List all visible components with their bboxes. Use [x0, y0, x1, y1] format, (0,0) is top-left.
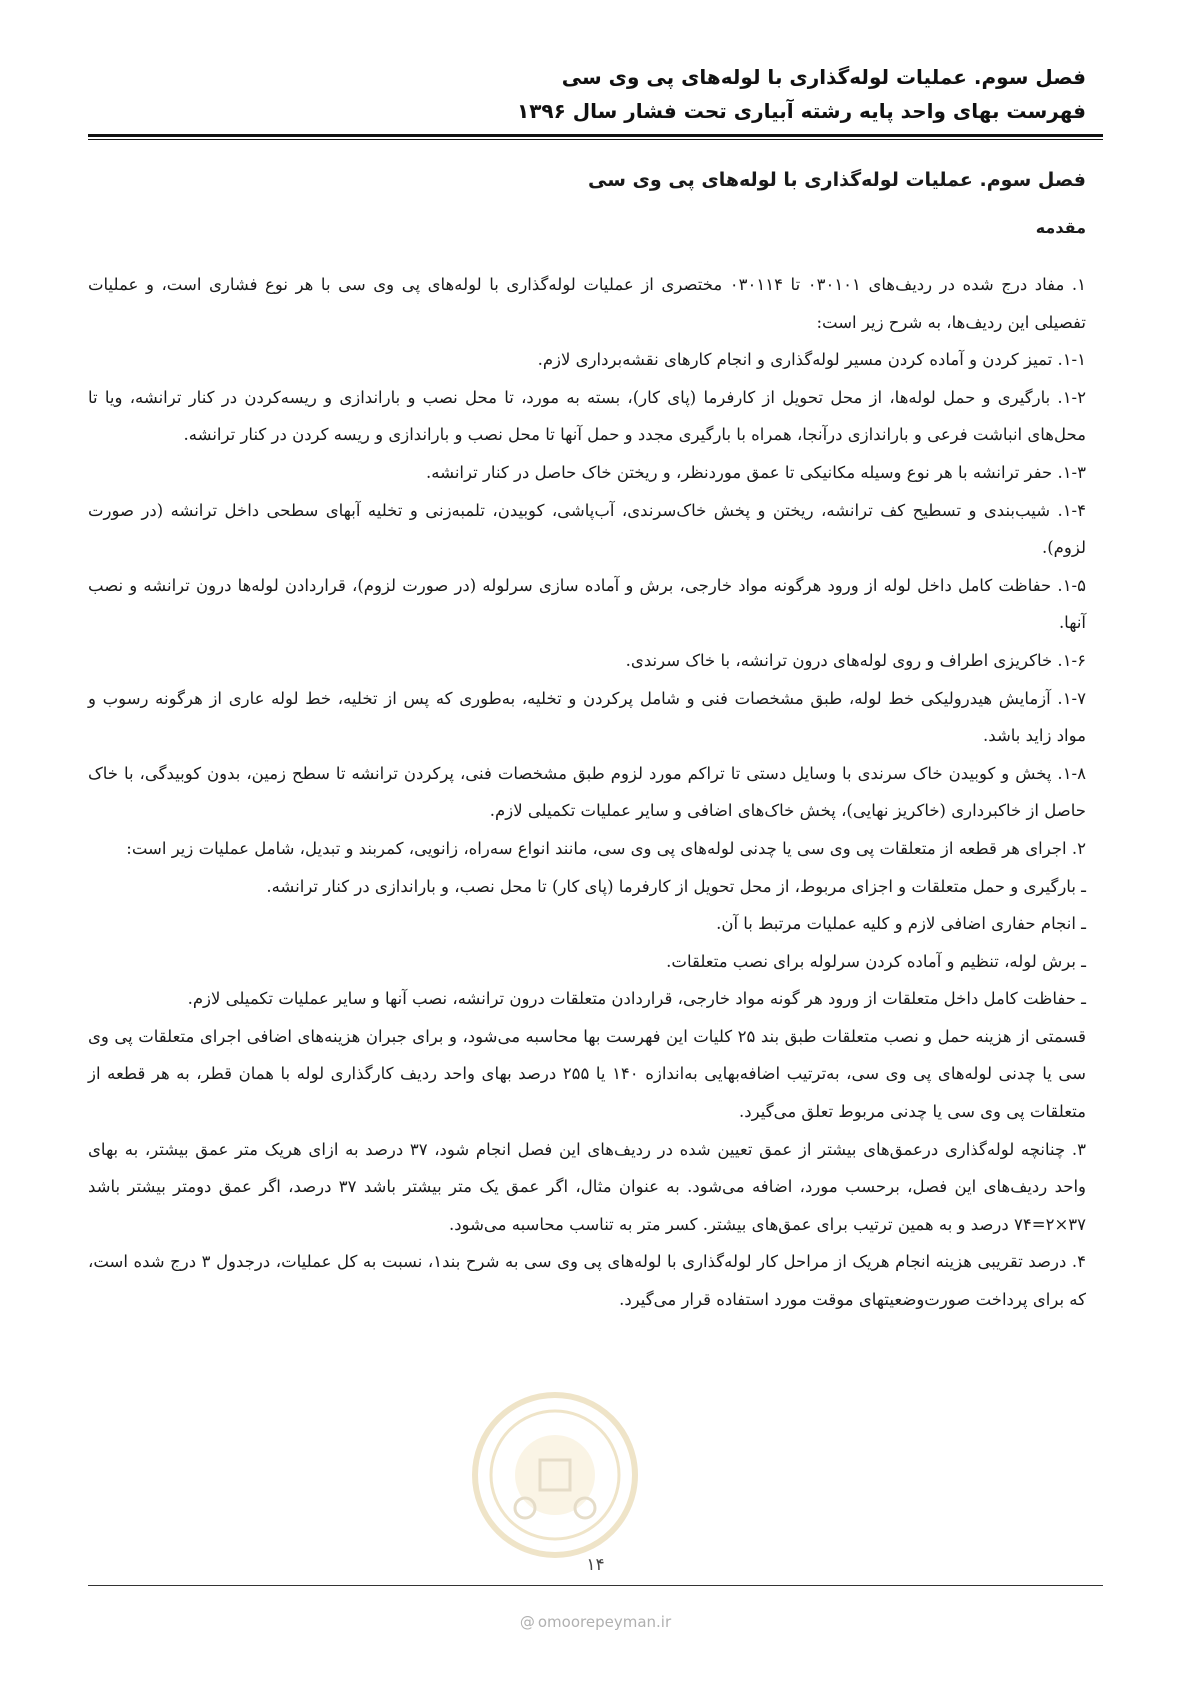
paragraph-1-3: ۱-۳. حفر ترانشه با هر نوع وسیله مکانیکی تا عمق موردنظر، و ریختن خاک حاصل در کنار ترانشه.: [426, 462, 1086, 482]
watermark-url-text: omoorepeyman.ir: [537, 1613, 672, 1631]
bullet-item: ـ برش لوله، تنظیم و آماده کردن سرلوله برای نصب متعلقات.: [666, 951, 1086, 971]
bullet-item: ـ انجام حفاری اضافی لازم و کلیه عملیات مرتبط با آن.: [716, 914, 1086, 934]
page-header: [88, 60, 1086, 128]
paragraph-1-7: ۱-۷. آزمایش هیدرولیکی خط لوله، طبق مشخصات فنی و شامل پرکردن و تخلیه، به‌طوری که پس از تخلیه، خط لوله عاری از هرگونه رسوب و مواد زاید باشد.: [88, 688, 1086, 746]
paragraph-2: ۲. اجرای هر قطعه از متعلقات پی وی سی یا چدنی لوله‌های پی وی سی، مانند انواع سه‌راه، زانویی، کمربند و تبدیل، شامل عملیات زیر است:: [126, 838, 1086, 858]
header-divider: [88, 134, 1103, 137]
header-divider-thin: [88, 139, 1103, 140]
paragraph-fittings-cost: قسمتی از هزینه حمل و نصب متعلقات طبق بند ۲۵ کلیات این فهرست بها محاسبه می‌شود، و برای جبران هزینه‌های اضافی اجرای متعلقات پی وی سی یا چدنی لوله‌های پی وی سی، به‌ترتیب اضافه‌بهایی به‌اندازه ۱۴۰ یا ۲۵۵ درصد بهای واحد ردیف کارگذاری لوله با همان قطر، به هر قطعه از متعلقات پی وی سی یا چدنی مربوط تعلق می‌گیرد.: [88, 1026, 1087, 1122]
footer-divider: [88, 1585, 1103, 1586]
page-content: [88, 162, 1086, 1319]
at-icon: @: [519, 1613, 535, 1631]
paragraph-1: ۱. مفاد درج شده در ردیف‌های ۰۳۰۱۰۱ تا ۰۳۰۱۱۴ مختصری از عملیات لوله‌گذاری با لوله‌های پی وی سی با هر نوع فشاری است، و عملیات تفصیلی این ردیف‌ها، به شرح زیر است:: [88, 275, 1087, 332]
paragraph-4: ۴. درصد تقریبی هزینه انجام هریک از مراحل کار لوله‌گذاری با لوله‌های پی وی سی به شرح بند۱، نسبت به کل عملیات، درجدول ۳ درج شده است، که برای پرداخت صورت‌وضعیتهای موقت مورد استفاده قرار می‌گیرد.: [88, 1252, 1086, 1310]
watermark-url: [0, 1613, 1191, 1631]
bullet-item: ـ حفاظت کامل داخل متعلقات از ورود هر گونه مواد خارجی، قراردادن متعلقات درون ترانشه، نصب آنها و سایر عملیات تکمیلی لازم.: [187, 989, 1086, 1009]
paragraph-1-5: ۱-۵. حفاظت کامل داخل لوله از ورود هرگونه مواد خارجی، برش و آماده سازی سرلوله (در صورت لزوم)، قراردادن لوله‌ها درون ترانشه و نصب آنها.: [88, 575, 1086, 633]
paragraph-3: ۳. چنانچه لوله‌گذاری درعمق‌های بیشتر از عمق تعیین شده در ردیف‌های این فصل انجام شود، ۳۷ درصد به ازای هریک متر عمق بیشتر، به بهای واحد ردیف‌های این فصل، برحسب مورد، اضافه می‌شود. به عنوان مثال، اگر عمق یک متر بیشتر باشد ۳۷ درصد، اگر عمق دومتر بیشتر باشد ۳۷×۲=۷۴ درصد و به همین ترتیب برای عمق‌های بیشتر. کسر متر به تناسب محاسبه می‌شود.: [88, 1139, 1087, 1234]
paragraph-1-2: ۱-۲. بارگیری و حمل لوله‌ها، از محل تحویل از کارفرما (پای کار)، بسته به مورد، تا محل نصب و باراندازی و ریسه‌کردن در کنار ترانشه، ویا تا محل‌های انباشت فرعی و باراندازی درآنجا، همراه با بارگیری مجدد و حمل آنها تا محل نصب و باراندازی و ریسه کردن در کنار ترانشه.: [88, 387, 1086, 445]
page-number: ۱۴: [586, 1555, 605, 1575]
header-chapter-title: فصل سوم. عملیات لوله‌گذاری با لوله‌های پی وی سی: [561, 65, 1086, 89]
paragraph-1-8: ۱-۸. پخش و کوبیدن خاک سرندی با وسایل دستی تا تراکم مورد لزوم طبق مشخصات فنی، پرکردن ترانشه تا سطح زمین، بدون کوبیدگی، با خاک حاصل از خاکبرداری (خاکریز نهایی)، پخش خاک‌های اضافی و سایر عملیات تکمیلی لازم.: [88, 763, 1086, 821]
intro-heading: مقدمه: [1035, 218, 1086, 237]
paragraph-1-1: ۱-۱. تمیز کردن و آماده کردن مسیر لوله‌گذاری و انجام کارهای نقشه‌برداری لازم.: [537, 350, 1086, 370]
seal-icon: [470, 1390, 640, 1560]
section-title: فصل سوم. عملیات لوله‌گذاری با لوله‌های پی وی سی: [587, 169, 1086, 191]
header-document-title: فهرست بهای واحد پایه رشته آبیاری تحت فشار سال ۱۳۹۶: [517, 99, 1086, 123]
bullet-item: ـ بارگیری و حمل متعلقات و اجزای مربوط، از محل تحویل از کارفرما (پای کار) تا محل نصب، و باراندازی در کنار ترانشه.: [266, 876, 1086, 896]
paragraph-1-6: ۱-۶. خاکریزی اطراف و روی لوله‌های درون ترانشه، با خاک سرندی.: [625, 650, 1086, 670]
paragraph-1-4: ۱-۴. شیب‌بندی و تسطیح کف ترانشه، ریختن و پخش خاک‌سرندی، آب‌پاشی، کوبیدن، تلمبه‌زنی و تخلیه آبهای سطحی داخل ترانشه (در صورت لزوم).: [88, 500, 1086, 558]
